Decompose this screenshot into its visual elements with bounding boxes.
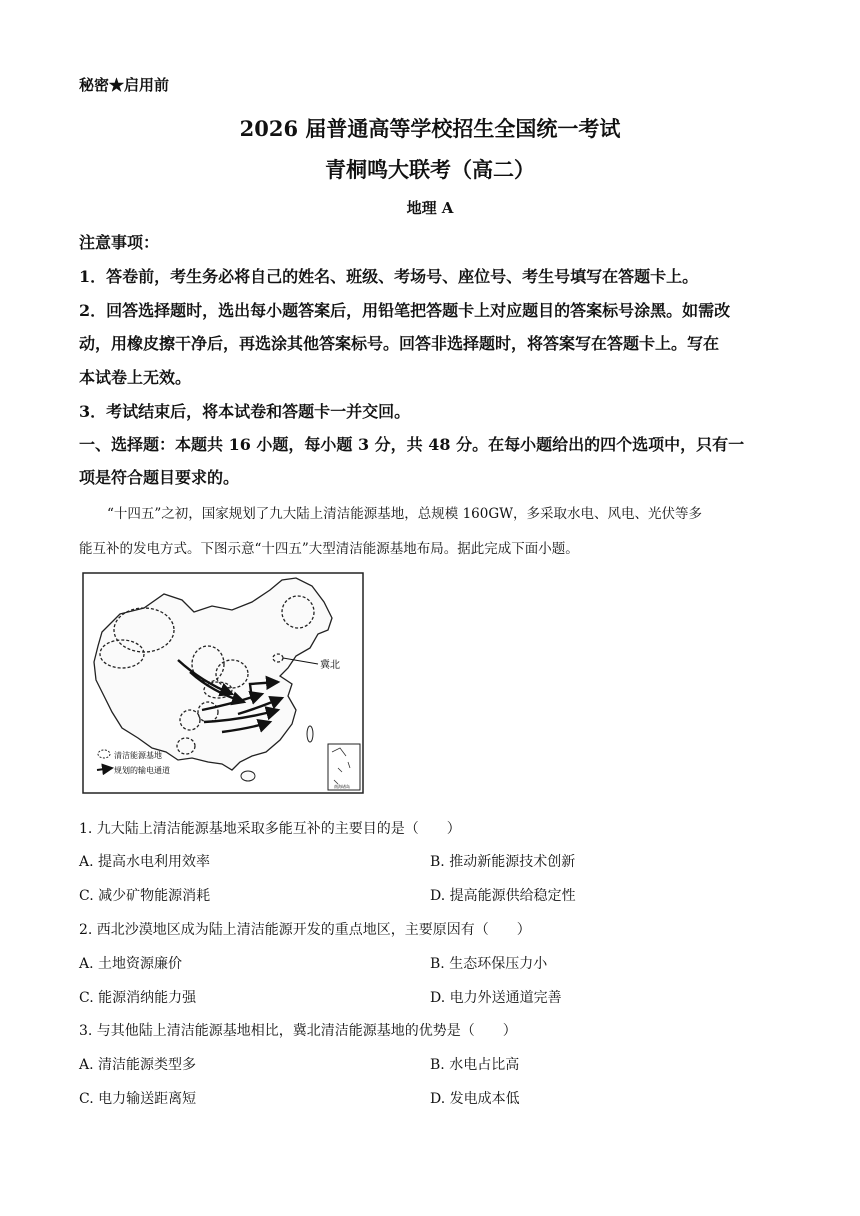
note-item-3: 3．考试结束后，将本试卷和答题卡一并交回。 xyxy=(79,402,411,421)
question-2-option-a: A. 土地资源廉价 xyxy=(79,956,183,972)
question-1-option-c: C. 减少矿物能源消耗 xyxy=(79,888,211,904)
passage-line-1: “十四五”之初，国家规划了九大陆上清洁能源基地，总规模 160GW，多采取水电、风电、光伏等多 xyxy=(107,506,703,522)
passage-line-2: 能互补的发电方式。下图示意“十四五”大型清洁能源基地布局。据此完成下面小题。 xyxy=(79,541,579,557)
question-2-option-b: B. 生态环保压力小 xyxy=(430,956,548,972)
notes-heading: 注意事项： xyxy=(79,233,160,252)
section-heading-line-1: 一、选择题：本题共 16 小题，每小题 3 分，共 48 分。在每小题给出的四个选项中，只有一 xyxy=(79,435,745,454)
note-item-2-line-2: 动，用橡皮擦干净后，再选涂其他答案标号。回答非选择题时，将答案写在答题卡上。写在 xyxy=(79,334,720,353)
label-jibei: 冀北 xyxy=(320,660,340,671)
clean-energy-base-map xyxy=(82,572,364,794)
question-1-option-a: A. 提高水电利用效率 xyxy=(79,854,211,870)
question-2-option-d: D. 电力外送通道完善 xyxy=(430,990,562,1006)
question-1-stem: 1. 九大陆上清洁能源基地采取多能互补的主要目的是（ ） xyxy=(79,821,461,837)
note-item-2-line-1: 2．回答选择题时，选出每小题答案后，用铅笔把答题卡上对应题目的答案标号涂黑。如需改 xyxy=(79,301,731,320)
note-item-1: 1．答卷前，考生务必将自己的姓名、班级、考场号、座位号、考生号填写在答题卡上。 xyxy=(79,267,699,286)
taiwan-island-shape xyxy=(307,726,313,742)
question-3-option-c: C. 电力输送距离短 xyxy=(79,1091,197,1107)
question-1-option-b: B. 推动新能源技术创新 xyxy=(430,854,576,870)
legend-channel-label: 规划的输电通道 xyxy=(114,766,170,775)
inset-label: 南海诸岛 xyxy=(334,784,350,789)
question-3-option-a: A. 清洁能源类型多 xyxy=(79,1057,197,1073)
question-3-stem: 3. 与其他陆上清洁能源基地相比，冀北清洁能源基地的优势是（ ） xyxy=(79,1023,517,1039)
note-item-2-line-3: 本试卷上无效。 xyxy=(79,368,192,387)
legend-base-label: 清洁能源基地 xyxy=(114,751,162,760)
question-1-option-d: D. 提高能源供给稳定性 xyxy=(430,888,576,904)
section-heading-line-2: 项是符合题目要求的。 xyxy=(79,468,240,487)
exam-title: 2026 届普通高等学校招生全国统一考试 xyxy=(239,116,621,141)
question-3-option-d: D. 发电成本低 xyxy=(430,1091,520,1107)
question-3-option-b: B. 水电占比高 xyxy=(430,1057,520,1073)
exam-subtitle: 青桐鸣大联考（高二） xyxy=(325,157,535,182)
subject-label: 地理 A xyxy=(406,199,454,217)
question-2-stem: 2. 西北沙漠地区成为陆上清洁能源开发的重点地区，主要原因有（ ） xyxy=(79,922,531,938)
map-svg xyxy=(82,572,364,794)
secret-mark: 秘密★启用前 xyxy=(79,76,170,94)
question-2-option-c: C. 能源消纳能力强 xyxy=(79,990,197,1006)
hainan-island-shape xyxy=(241,771,255,781)
